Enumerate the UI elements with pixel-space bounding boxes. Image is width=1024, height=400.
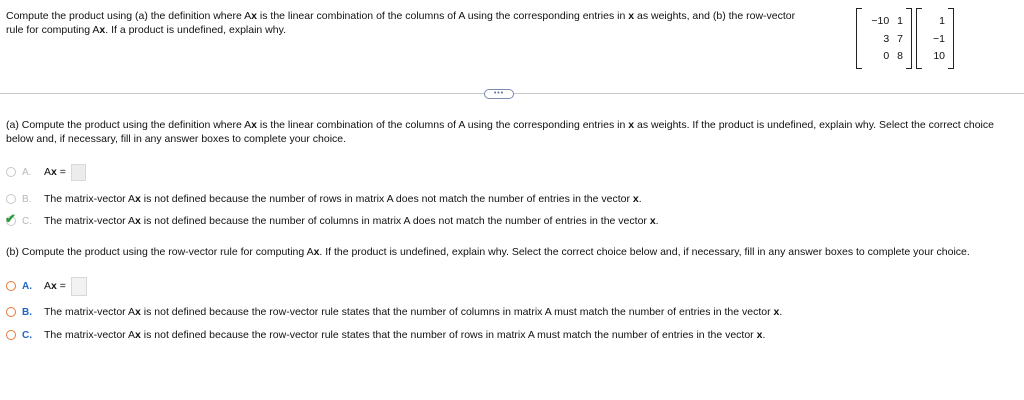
matrix-cell: 3 bbox=[883, 32, 890, 45]
choice-letter: C. bbox=[22, 329, 32, 341]
vector-cell: −1 bbox=[933, 32, 945, 45]
choice-text bbox=[44, 329, 765, 341]
vector-row bbox=[925, 47, 945, 65]
right-bracket bbox=[906, 8, 912, 69]
expand-button[interactable]: ••• bbox=[484, 89, 514, 99]
vector-row bbox=[925, 12, 945, 30]
matrix-row bbox=[865, 47, 903, 65]
choice-letter: C. bbox=[22, 215, 32, 227]
part-a-choice-a[interactable] bbox=[6, 164, 86, 180]
matrix-row bbox=[865, 12, 903, 30]
part-a-prompt bbox=[6, 118, 1018, 146]
question-text bbox=[6, 9, 806, 37]
question-segment: . If a product is undefined, explain why. bbox=[105, 24, 286, 36]
part-b-choice-a[interactable] bbox=[6, 278, 87, 294]
part-a-choice-c[interactable] bbox=[6, 213, 659, 229]
vector-cell: 1 bbox=[939, 14, 945, 27]
choice-segment: A bbox=[44, 280, 52, 292]
prompt-segment: (a) Compute the product using the definition where A bbox=[6, 119, 252, 131]
bold-x: x bbox=[135, 215, 141, 227]
choice-segment: A bbox=[44, 166, 52, 178]
matrix-cell: 1 bbox=[897, 14, 903, 27]
radio-button[interactable] bbox=[6, 307, 16, 317]
vector-cell: 10 bbox=[933, 50, 945, 63]
bold-x: x bbox=[99, 24, 106, 36]
prompt-segment: (b) Compute the product using the row-vector rule for computing A bbox=[6, 246, 314, 258]
choice-segment: . bbox=[638, 193, 642, 205]
choice-segment: is not defined because the row-vector rule states that the number of rows in matrix A must match the number of entries in the vector bbox=[140, 329, 757, 341]
bold-x: x bbox=[628, 119, 635, 131]
choice-segment: . bbox=[779, 306, 783, 318]
answer-input-box[interactable] bbox=[71, 277, 87, 296]
choice-segment: The matrix-vector A bbox=[44, 215, 136, 227]
matrix-a bbox=[856, 8, 912, 69]
right-bracket bbox=[948, 8, 954, 69]
radio-button[interactable] bbox=[6, 167, 16, 177]
choice-letter: B. bbox=[22, 306, 32, 318]
choice-segment: = bbox=[56, 166, 66, 178]
vector-row bbox=[925, 30, 945, 48]
check-icon: ✔ bbox=[5, 211, 16, 226]
question-segment: as weights, and (b) the row-vector rule for computing A bbox=[6, 10, 796, 36]
selected-radio[interactable] bbox=[5, 211, 16, 226]
part-b-prompt bbox=[6, 245, 1018, 259]
choice-letter: A. bbox=[22, 280, 32, 292]
bold-x: x bbox=[313, 246, 320, 258]
choice-segment: is not defined because the number of columns in matrix A does not match the number of entries in the vector bbox=[140, 215, 650, 227]
bold-x: x bbox=[632, 193, 639, 205]
choice-segment: is not defined because the number of rows in matrix A does not match the number of entries in the vector bbox=[140, 193, 633, 205]
choice-letter: A. bbox=[22, 166, 32, 178]
choice-segment: The matrix-vector A bbox=[44, 306, 136, 318]
choice-text bbox=[44, 306, 782, 318]
matrix-cell: 0 bbox=[883, 50, 890, 63]
bold-x: x bbox=[773, 306, 780, 318]
bold-x: x bbox=[628, 10, 635, 22]
matrix-cell: 8 bbox=[897, 50, 903, 63]
matrix-cell: −10 bbox=[871, 14, 890, 27]
bold-x: x bbox=[135, 306, 141, 318]
bold-x: x bbox=[135, 329, 141, 341]
vector-x bbox=[916, 8, 954, 69]
prompt-segment: . If the product is undefined, explain why. Select the correct choice below and, if necessary, fill in any answer boxes to complete your choice. bbox=[319, 246, 970, 258]
choice-text bbox=[44, 166, 66, 178]
choice-segment: . bbox=[655, 215, 659, 227]
part-a-choice-b[interactable] bbox=[6, 191, 642, 207]
choice-segment: = bbox=[56, 280, 66, 292]
question-segment: Compute the product using (a) the definition where A bbox=[6, 10, 252, 22]
bold-x: x bbox=[251, 119, 257, 131]
prompt-segment: is the linear combination of the columns of A using the corresponding entries in bbox=[257, 119, 629, 131]
bold-x: x bbox=[756, 329, 763, 341]
radio-button[interactable] bbox=[6, 194, 16, 204]
prompt-segment: as weights. If the product is undefined, explain why. Select the correct choice below and, if necessary, fill in any answer boxes to complete your choice. bbox=[6, 119, 994, 145]
choice-text bbox=[44, 193, 642, 205]
answer-input-box[interactable] bbox=[71, 164, 86, 181]
choice-segment: The matrix-vector A bbox=[44, 193, 136, 205]
choice-segment: is not defined because the row-vector rule states that the number of columns in matrix A must match the number of entries in the vector bbox=[140, 306, 774, 318]
matrix-row bbox=[865, 30, 903, 48]
radio-button[interactable] bbox=[6, 281, 16, 291]
bold-x: x bbox=[135, 193, 141, 205]
question-segment: is the linear combination of the columns of A using the corresponding entries in bbox=[257, 10, 629, 22]
choice-text bbox=[44, 215, 659, 227]
radio-button[interactable] bbox=[6, 330, 16, 340]
bold-x: x bbox=[251, 10, 257, 22]
choice-letter: B. bbox=[22, 193, 32, 205]
choice-text bbox=[44, 280, 66, 292]
choice-segment: . bbox=[762, 329, 766, 341]
bold-x: x bbox=[51, 166, 57, 178]
bold-x: x bbox=[51, 280, 57, 292]
part-b-choice-c[interactable] bbox=[6, 327, 765, 343]
bold-x: x bbox=[649, 215, 656, 227]
matrix-cell: 7 bbox=[897, 32, 903, 45]
choice-segment: The matrix-vector A bbox=[44, 329, 136, 341]
part-b-choice-b[interactable] bbox=[6, 304, 782, 320]
